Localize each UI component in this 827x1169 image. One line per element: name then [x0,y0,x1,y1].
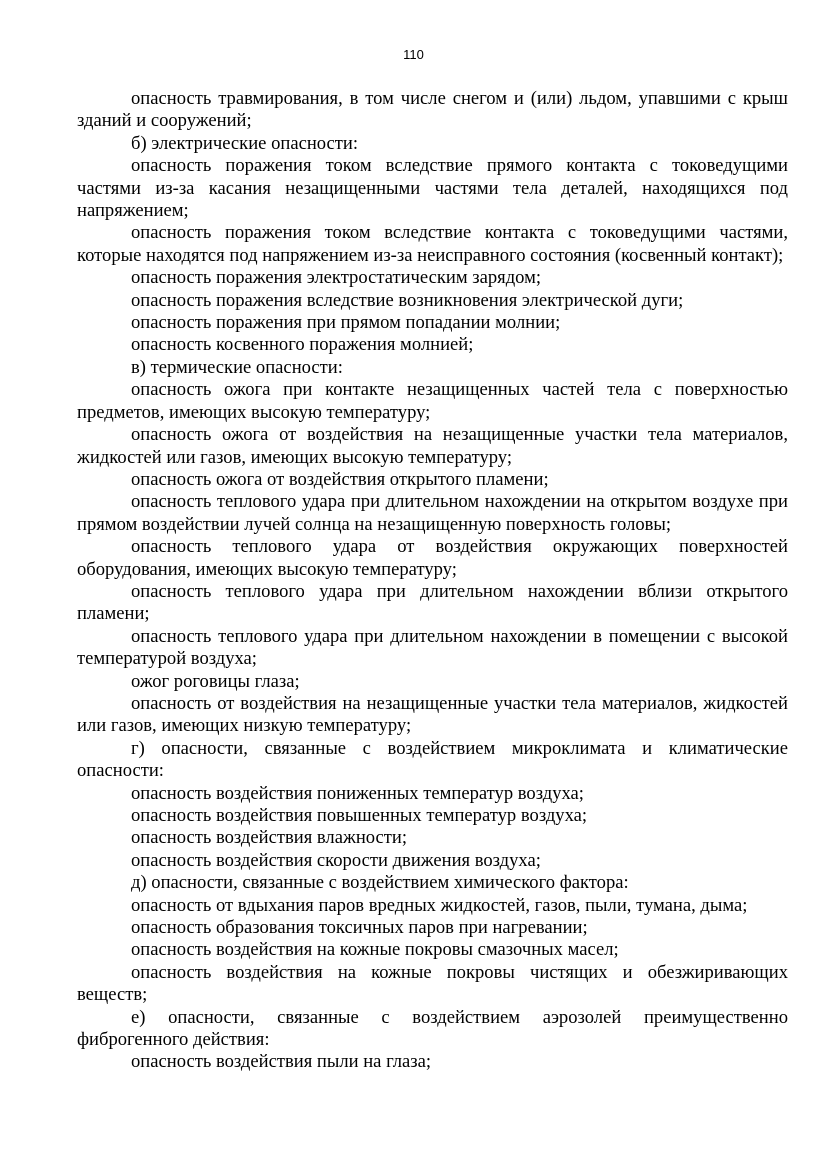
paragraph: опасность от вдыхания паров вредных жидкостей, газов, пыли, тумана, дыма; [131,894,748,916]
paragraph: опасность воздействия пониженных температур воздуха; [131,782,584,804]
section-heading-aerosol: е) опасности, связанные с воздействием аэрозолей преимущественно фиброгенного действия: [77,1006,788,1051]
paragraph: опасность воздействия на кожные покровы чистящих и обезжиривающих веществ; [77,961,788,1006]
section-heading-electrical: б) электрические опасности: [131,132,359,154]
paragraph: опасность от воздействия на незащищенные участки тела материалов, жидкостей или газов, имеющих низкую температуру; [77,692,788,737]
section-heading-thermal: в) термические опасности: [131,356,343,378]
paragraph: опасность теплового удара при длительном нахождении вблизи открытого пламени; [77,580,788,625]
paragraph: опасность ожога при контакте незащищенных частей тела с поверхностью предметов, имеющих высокую температуру; [77,379,788,423]
paragraph: опасность воздействия скорости движения воздуха; [131,849,541,871]
paragraph: опасность травмирования, в том числе снегом и (или) льдом, упавшими с крыш зданий и сооружений; [77,88,788,132]
paragraph: опасность поражения током вследствие контакта с токоведущими частями, которые находятся под напряжением из-за неисправного состояния (косвенный контакт); [77,222,788,266]
paragraph: опасность ожога от воздействия на незащищенные участки тела материалов, жидкостей или газов, имеющих высокую температуру; [77,424,788,468]
paragraph: опасность поражения при прямом попадании молнии; [131,312,561,334]
paragraph: опасность поражения электростатическим зарядом; [131,267,542,289]
section-heading-chemical: д) опасности, связанные с воздействием химического фактора: [131,872,629,894]
paragraph: опасность воздействия повышенных температур воздуха; [131,805,588,826]
paragraph: опасность поражения током вследствие прямого контакта с токоведущими частями из-за касания незащищенными частями тела деталей, находящихся под напряжением; [77,155,788,222]
paragraph: опасность косвенного поражения молнией; [131,334,474,356]
document-body [77,88,788,1074]
paragraph: ожог роговицы глаза; [131,670,300,692]
paragraph: опасность теплового удара при длительном нахождении в помещении с высокой температурой воздуха; [77,625,788,670]
page-number: 110 [403,47,424,62]
paragraph: опасность ожога от воздействия открытого пламени; [131,468,549,490]
paragraph: опасность воздействия влажности; [131,827,408,849]
paragraph: опасность теплового удара от воздействия окружающих поверхностей оборудования, имеющих высокую температуру; [77,536,788,580]
paragraph: опасность поражения вследствие возникновения электрической дуги; [131,289,684,311]
paragraph: опасность воздействия пыли на глаза; [131,1051,432,1073]
paragraph: опасность воздействия на кожные покровы смазочных масел; [131,939,619,961]
paragraph: опасность теплового удара при длительном нахождении на открытом воздухе при прямом воздействии лучей солнца на незащищенную поверхность головы; [77,491,788,535]
section-heading-microclimate: г) опасности, связанные с воздействием микроклимата и климатические опасности: [77,737,788,782]
paragraph: опасность образования токсичных паров при нагревании; [131,917,588,939]
